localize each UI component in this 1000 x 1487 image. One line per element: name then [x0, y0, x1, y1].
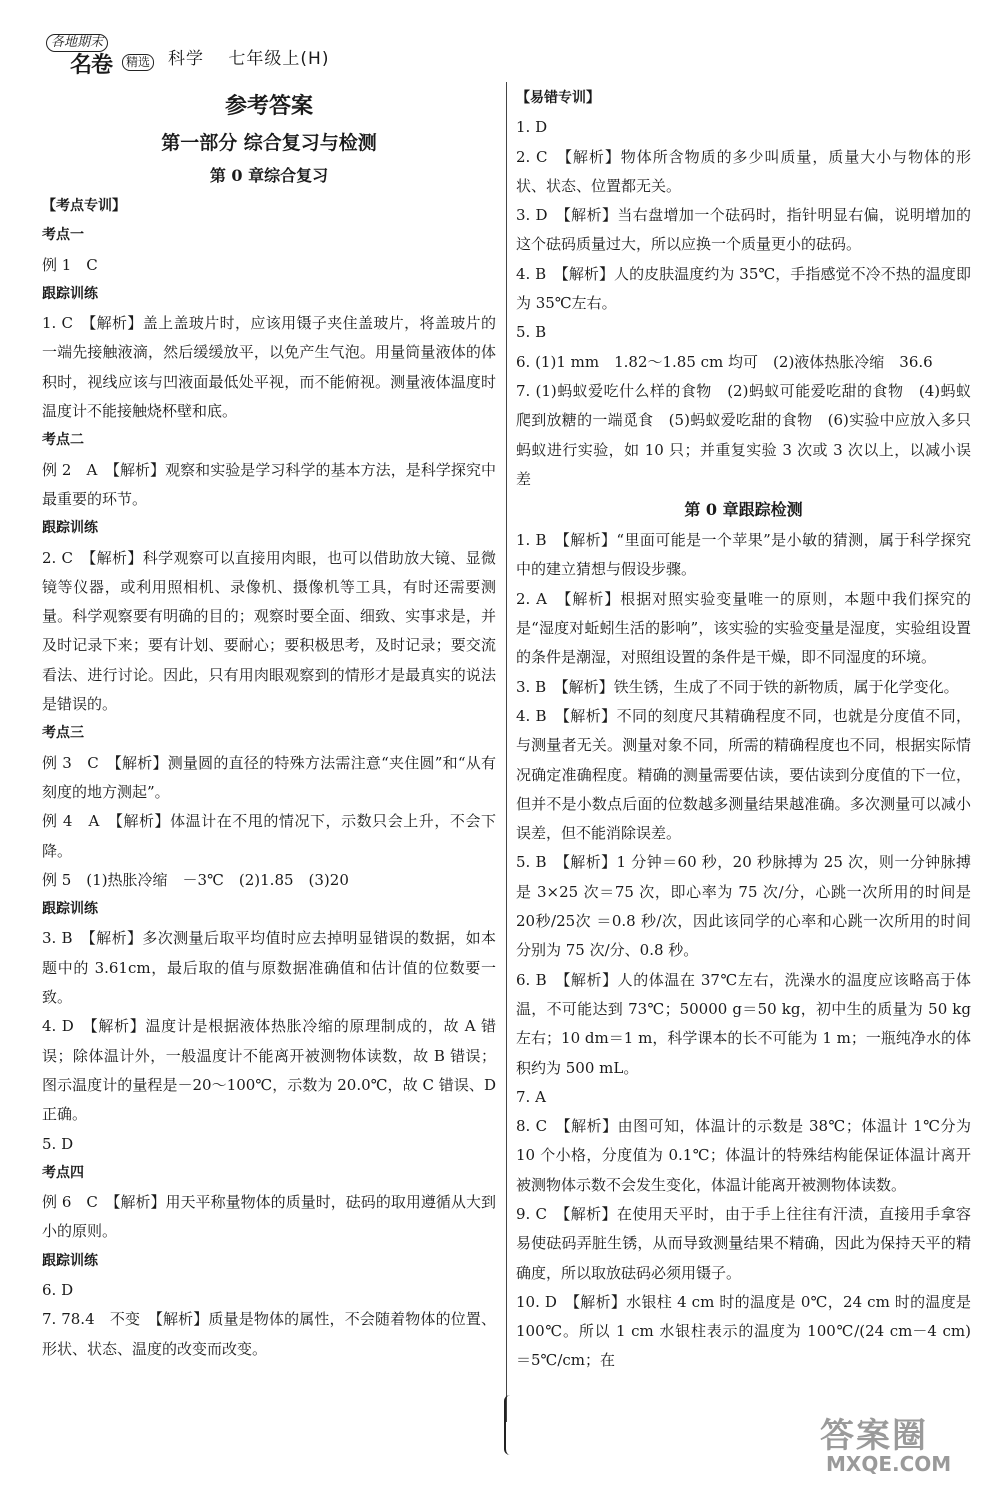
answer-item: 例 6 C 【解析】用天平称量物体的质量时，砝码的取用遵循从大到小的原则。 [42, 1193, 496, 1241]
logo-main-text: 名卷 [70, 53, 113, 78]
answer-item: 例 3 C 【解析】测量圆的直径的特殊方法需注意“夹住圆”和“从有刻度的地方测起”。 [42, 753, 496, 801]
part-title: 第一部分 综合复习与检测 [161, 132, 377, 154]
section-heading: 【考点专训】 [42, 198, 126, 214]
error-practice-list [516, 84, 971, 494]
book-logo [40, 34, 158, 78]
answer-item: 5. B [516, 323, 547, 342]
subsection-heading: 跟踪训练 [42, 520, 98, 537]
answer-item: 5. D [42, 1134, 74, 1153]
answer-item: 3. B 【解析】多次测量后取平均值时应去掉明显错误的数据，如本题中的 3.61cm，最后取的值与原数据准确值和估计值的位数要一致。 [42, 929, 496, 1007]
answer-item: 6. (1)1 mm 1.82～1.85 cm 均可 (2)液体热胀冷缩 36.6 [516, 352, 933, 371]
logo-top-text: 各地期末 [46, 34, 108, 52]
answer-item: 7. (1)蚂蚁爱吃什么样的食物 (2)蚂蚁可能爱吃甜的食物 (4)蚂蚁爬到放糖的一端觅食 (5)蚂蚁爱吃甜的食物 (6)实验中应放入多只蚂蚁进行实验，如 10 只；并重复实验 3 次或 3 次以上，以减小误差 [516, 381, 971, 488]
right-column [516, 84, 971, 1376]
subsection-heading: 考点四 [42, 1164, 84, 1181]
chapter-test-title: 第 0 章跟踪检测 [684, 500, 803, 520]
answer-item: 7. A [516, 1087, 546, 1106]
answer-item: 例 2 A 【解析】观察和实验是学习科学的基本方法，是科学探究中最重要的环节。 [42, 460, 496, 508]
left-column [42, 84, 496, 1364]
answer-item: 5. B 【解析】1 分钟＝60 秒，20 秒脉搏为 25 次，则一分钟脉搏是 3×25 次＝75 次，即心率为 75 次/分，心跳一次所用的时间是 20秒/25次 ＝0.8 秒/次，因此该同学的心率和心跳一次所用的时间分别为 75 次/分、0.8 秒。 [516, 853, 971, 960]
chapter-test-list [516, 526, 971, 1376]
answer-item: 例 1 C [42, 255, 98, 274]
answer-item: 4. B 【解析】不同的刻度尺其精确程度不同，也就是分度值不同，与测量者无关。测量对象不同，所需的精确程度也不同，根据实际情况确定准确程度。精确的测量需要估读，要估读到分度值的下一位，但并不是小数点后面的位数越多测量结果越准确。多次测量可以减小误差，但不能消除误差。 [516, 706, 971, 843]
chapter-title: 第 0 章综合复习 [209, 166, 329, 185]
answer-item: 例 4 A 【解析】体温计在不甩的情况下，示数只会上升，不会下降。 [42, 812, 496, 860]
answer-item: 1. B 【解析】“里面可能是一个苹果”是小敏的猜测，属于科学探究中的建立猜想与假设步骤。 [516, 531, 971, 579]
answer-item: 7. 78.4 不变 【解析】质量是物体的属性，不会随着物体的位置、形状、状态、温度的改变而改变。 [42, 1310, 496, 1358]
answer-item: 2. C 【解析】科学观察可以直接用肉眼，也可以借助放大镜、显微镜等仪器，或利用照相机、录像机、摄像机等工具，有时还需要测量。科学观察要有明确的目的；观察时要全面、细致、实事求是，并及时记录下来；要有计划、要耐心；要积极思考，及时记录；要交流看法、进行讨论。因此，只有用肉眼观察到的情形才是最真实的说法是错误的。 [42, 548, 496, 714]
answer-item: 1. D [516, 118, 548, 137]
watermark [800, 1408, 980, 1478]
answer-item: 9. C 【解析】在使用天平时，由于手上往往有汗渍，直接用手拿容易使砝码弄脏生锈，从而导致测量结果不精确，因此为保持天平的精确度，所以取放砝码必须用镊子。 [516, 1204, 971, 1282]
subsection-heading: 跟踪训练 [42, 1252, 98, 1269]
answer-item: 8. C 【解析】由图可知，体温计的示数是 38℃；体温计 1℃分为 10 个小格，分度值为 0.1℃；体温计的特殊结构能保证体温计离开被测物体示数不会发生变化，体温计能离开被测物体读数。 [516, 1117, 971, 1194]
logo-side-text: 精选 [122, 54, 154, 71]
subsection-heading: 考点二 [42, 432, 84, 449]
answer-item: 1. C 【解析】盖上盖玻片时，应该用镊子夹住盖玻片，将盖玻片的一端先接触液滴，然后缓缓放平，以免产生气泡。用量筒量液体的体积时，视线应该与凹液面最低处平视，而不能俯视。测量液体温度时温度计不能接触烧杯壁和底。 [42, 314, 496, 421]
answer-item: 10. D 【解析】水银柱 4 cm 时的温度是 0℃，24 cm 时的温度是 100℃。所以 1 cm 水银柱表示的温度为 100℃/(24 cm－4 cm) ＝5℃/cm；在 [516, 1292, 971, 1370]
subject-grade: 科学 七年级上(H) [168, 49, 330, 69]
answer-item: 例 5 (1)热胀冷缩 －3℃ (2)1.85 (3)20 [42, 870, 349, 889]
answer-item: 6. D [42, 1280, 74, 1299]
answer-item: 3. B 【解析】铁生锈，生成了不同于铁的新物质，属于化学变化。 [516, 677, 959, 696]
subsection-heading: 考点一 [42, 227, 84, 244]
watermark-url: MXQE.COM [826, 1452, 952, 1476]
answer-item: 4. B 【解析】人的皮肤温度约为 35℃，手指感觉不冷不热的温度即为 35℃左右。 [516, 264, 971, 313]
watermark-logo-text: 答案圈 [820, 1416, 928, 1456]
answer-item: 3. D 【解析】当右盘增加一个砝码时，指针明显右偏，说明增加的这个砝码质量过大，所以应换一个质量更小的砝码。 [516, 206, 971, 254]
page-header [40, 34, 500, 78]
column-divider [506, 82, 507, 1422]
answer-item: 4. D 【解析】温度计是根据液体热胀冷缩的原理制成的，故 A 错误；除体温计外，一般温度计不能离开被测物体读数，故 B 错误；图示温度计的量程是－20～100℃，示数为 20.0℃，故 C 错误、D 正确。 [42, 1017, 496, 1124]
subsection-heading: 跟踪训练 [42, 285, 98, 302]
subsection-heading: 考点三 [42, 725, 84, 742]
subsection-heading: 跟踪训练 [42, 901, 98, 918]
left-answer-list [42, 192, 496, 1364]
section-heading: 【易错专训】 [516, 90, 600, 106]
answer-item: 2. A 【解析】根据对照实验变量唯一的原则，本题中我们探究的是“湿度对蚯蚓生活的影响”，该实验的实验变量是湿度，实验组设置的条件是潮湿，对照组设置的条件是干燥，即不同湿度的环境。 [516, 589, 971, 667]
answer-item: 6. B 【解析】人的体温在 37℃左右，洗澡水的温度应该略高于体温，不可能达到 73℃；50000 g＝50 kg，初中生的质量为 50 kg 左右；10 dm＝1 m，科学课本的长不可能为 1 m；一瓶纯净水的体积约为 500 mL。 [516, 970, 971, 1077]
page-bracket [504, 1395, 514, 1455]
answers-title: 参考答案 [224, 93, 313, 119]
answer-item: 2. C 【解析】物体所含物质的多少叫质量，质量大小与物体的形状、状态、位置都无关。 [516, 147, 971, 195]
